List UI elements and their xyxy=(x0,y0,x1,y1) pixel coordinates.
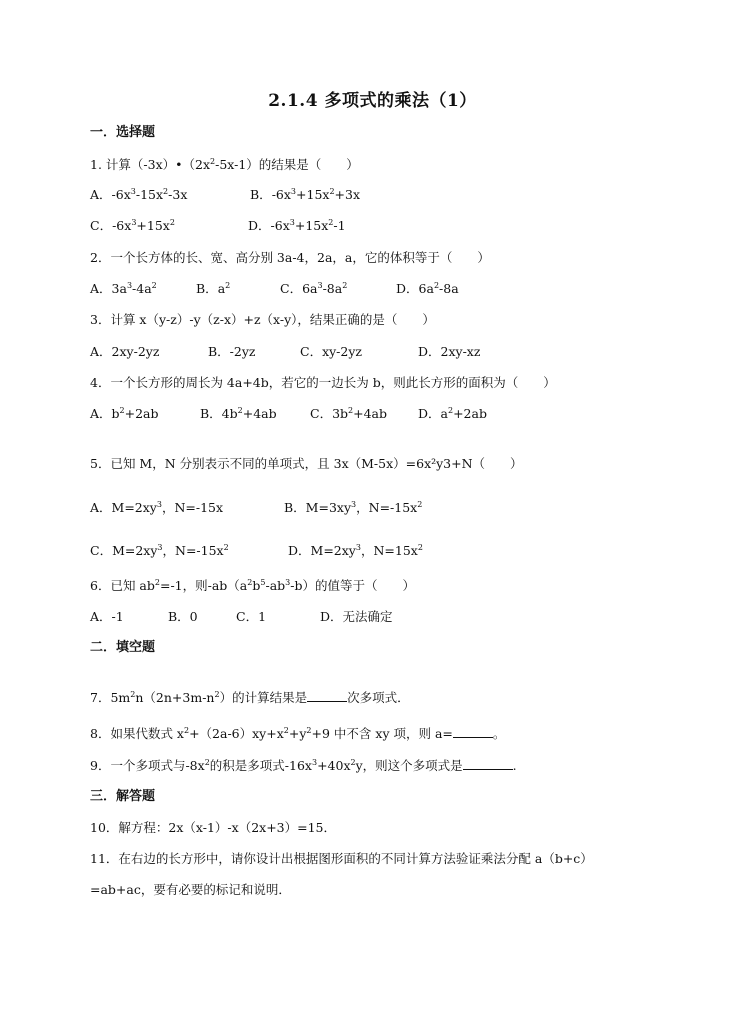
question-3-options xyxy=(90,343,690,361)
question-6-stem: 6．已知 $ab^2=-1$，则$-ab(a^2b^5-ab^3-b)$的值等于（ ） xyxy=(90,577,415,593)
q2-option-b: B．$a^2$ xyxy=(196,280,231,296)
question-5-options-row2 xyxy=(90,542,690,560)
q4-option-b: B．$4b^2+4ab$ xyxy=(200,405,277,421)
question-10: 10．解方程：2x（x-1）-x（2x+3）=15． xyxy=(90,820,336,835)
q1-option-d: D．$-6x^3+15x^2-1$ xyxy=(248,217,346,233)
question-11-line2: =ab+ac，要有必要的标记和说明． xyxy=(90,882,291,897)
q2-option-a: A．$3a^3-4a^2$ xyxy=(90,280,157,296)
question-11-line1: 11．在右边的长方形中，请你设计出根据图形面积的不同计算方法验证乘法分配 a（b+c） xyxy=(90,851,593,866)
q6-option-a: A．-1 xyxy=(90,609,124,624)
question-7: 7．$5m^2n(2n+3m-n^2)$的计算结果是 次多项式． xyxy=(90,689,410,705)
q6-option-d: D．无法确定 xyxy=(320,609,393,624)
section-heading-fill-in: 二．填空题 xyxy=(90,640,156,655)
question-8: 8．如果代数式 $x^2+(2a-6)xy+x^2+y^2+9$ 中不含 xy 项，则 a= 。 xyxy=(90,725,506,741)
section-heading-choice: 一．选择题 xyxy=(90,125,156,140)
question-3-stem: 3．计算 x（y-z）-y（z-x）+z（x-y），结果正确的是（ ） xyxy=(90,312,435,327)
question-9: 9．一个多项式与$-8x^2$的积是多项式$-16x^3+40x^2y$，则这个多项式是 . xyxy=(90,757,517,773)
question-4-stem: 4．一个长方形的周长为 4a+4b，若它的一边长为 b，则此长方形的面积为（ ） xyxy=(90,375,556,390)
q7-answer-blank[interactable] xyxy=(307,689,347,702)
q6-option-c: C．1 xyxy=(236,609,267,624)
question-5-stem: 5．已知 M，N 分别表示不同的单项式，且 3x（M-5x）=6x²y3+N（ ） xyxy=(90,456,523,471)
question-1-options-row2 xyxy=(90,217,690,235)
q5-option-c: C．$M=2xy^3$，$N=-15x^2$ xyxy=(90,542,229,558)
question-6-options xyxy=(90,608,690,626)
q9-answer-blank[interactable] xyxy=(463,757,513,770)
question-5-options-row1 xyxy=(90,499,690,517)
q6-option-b: B．0 xyxy=(168,609,198,624)
question-2-options xyxy=(90,280,690,298)
q5-option-a: A．$M=2xy^3$，N=-15x xyxy=(90,499,224,515)
q2-option-d: D．$6a^2-8a$ xyxy=(396,280,459,296)
question-1-options-row1 xyxy=(90,186,690,204)
q1-option-b: B．$-6x^3+15x^2+3x$ xyxy=(250,186,361,202)
q3-option-c: C．xy-2yz xyxy=(300,344,362,359)
section-heading-solve: 三．解答题 xyxy=(90,789,156,804)
q5-option-d: D．$M=2xy^3$，$N=15x^2$ xyxy=(288,542,423,558)
q4-option-a: A．$b^2+2ab$ xyxy=(90,405,159,421)
q3-option-d: D．2xy-xz xyxy=(418,344,481,359)
q1-option-c: C．$-6x^3+15x^2$ xyxy=(90,217,175,233)
q1-option-a: A．$-6x^3-15x^2-3x$ xyxy=(90,186,188,202)
q3-option-b: B．-2yz xyxy=(208,344,256,359)
q2-option-c: C．$6a^3-8a^2$ xyxy=(280,280,348,296)
q3-option-a: A．2xy-2yz xyxy=(90,344,160,359)
question-4-options xyxy=(90,405,690,423)
q4-option-c: C．$3b^2+4ab$ xyxy=(310,405,388,421)
q8-answer-blank[interactable] xyxy=(453,725,493,738)
question-1-stem: 1. 计算$(-3x)•(2x^2-5x-1)$的结果是（ ） xyxy=(90,156,359,172)
question-2-stem: 2．一个长方体的长、宽、高分别 3a-4，2a，a，它的体积等于（ ） xyxy=(90,250,490,265)
page-title: 2.1.4 多项式的乘法（1） xyxy=(268,91,477,111)
q4-option-d: D．$a^2+2ab$ xyxy=(418,405,487,421)
q5-option-b: B．$M=3xy^3$，$N=-15x^2$ xyxy=(284,499,423,515)
